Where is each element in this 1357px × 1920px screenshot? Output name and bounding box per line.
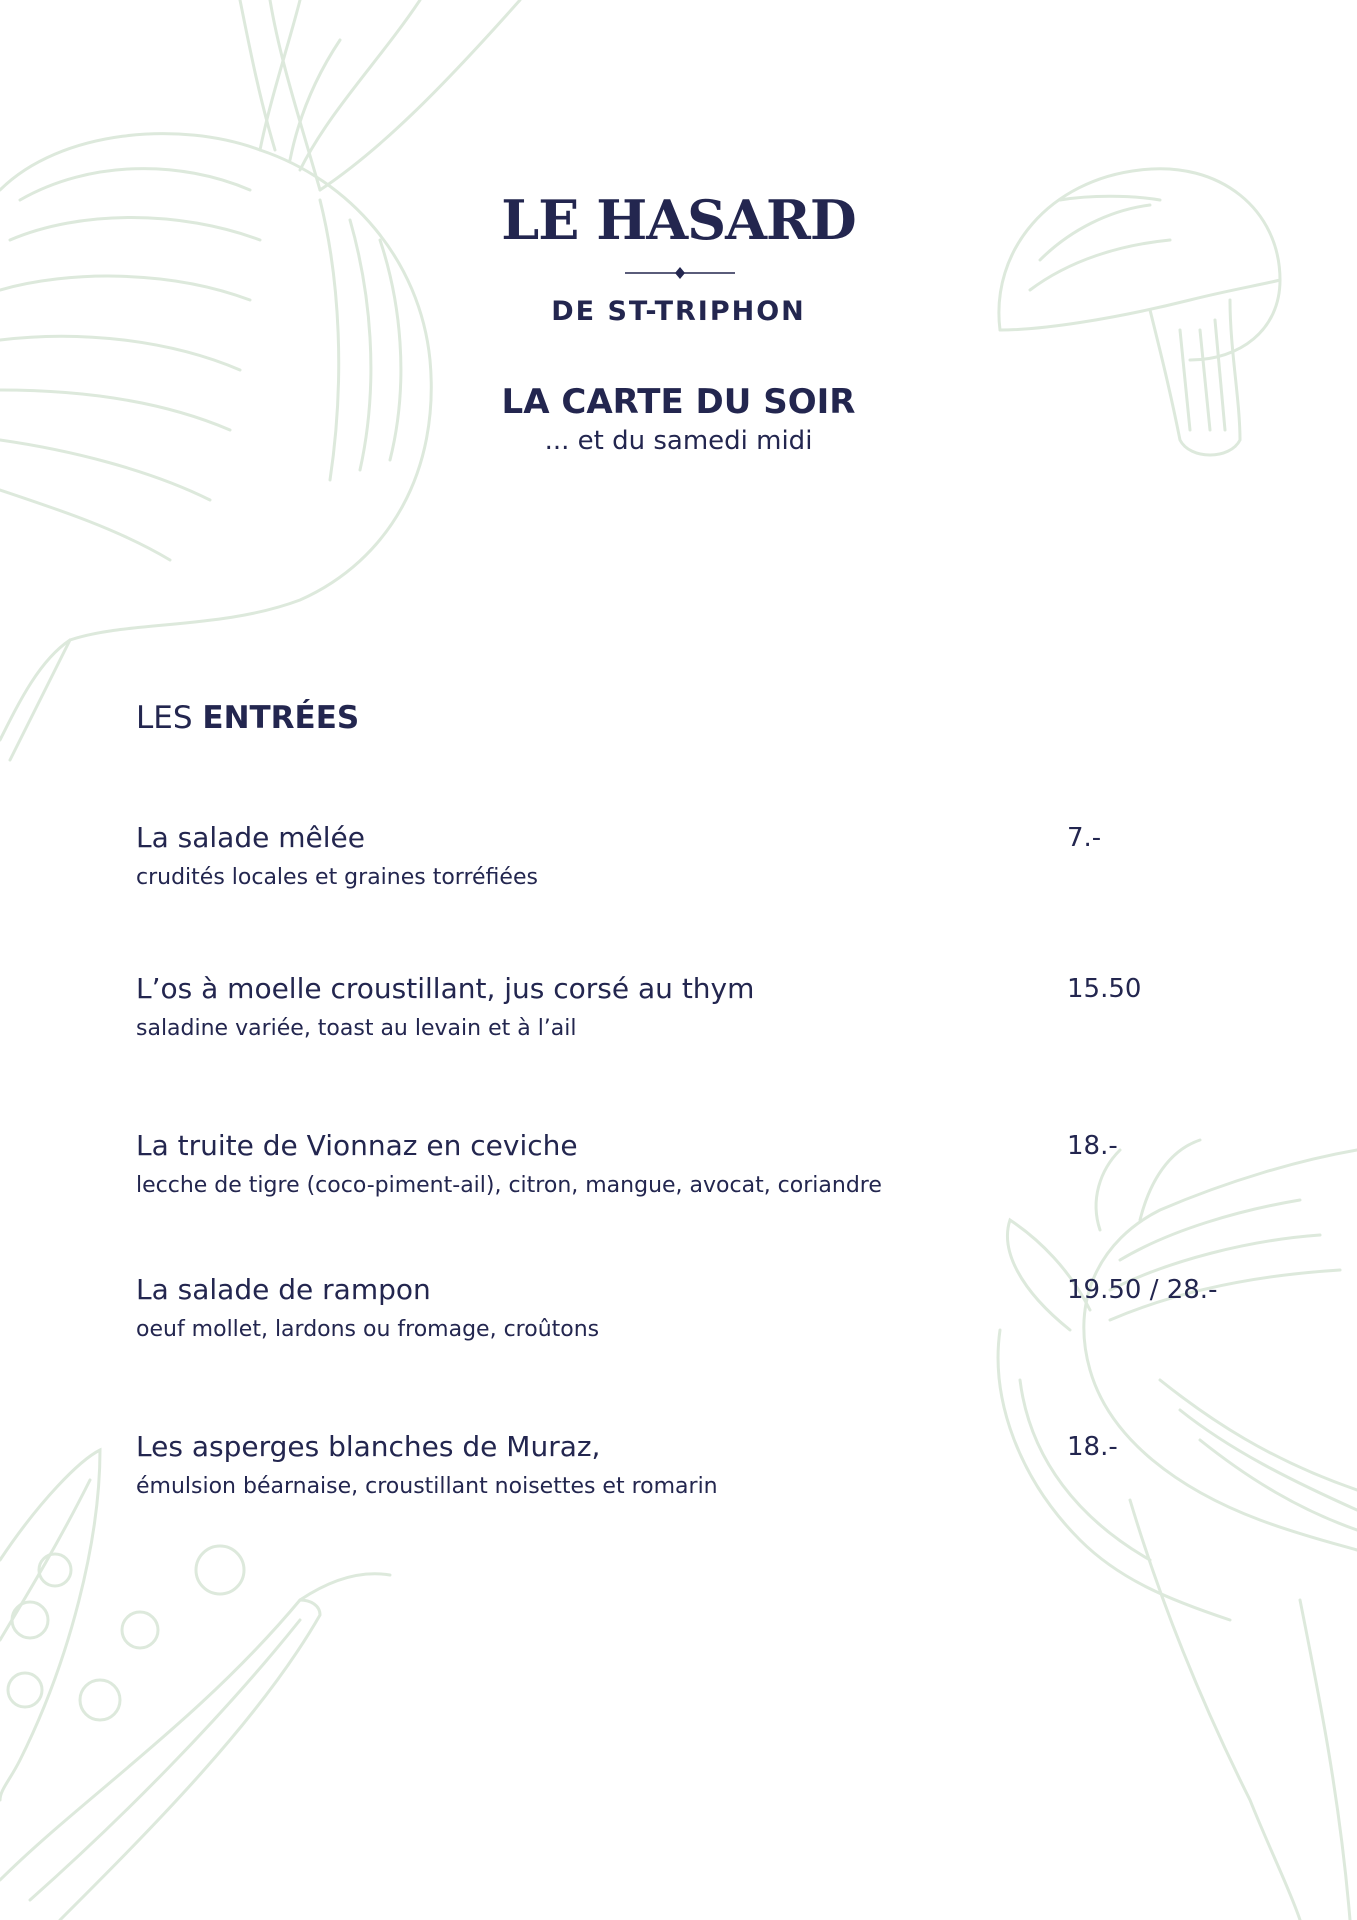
dish-price: 19.50 / 28.- [1067,1275,1218,1305]
section-heading-title: ENTRÉES [202,700,360,736]
restaurant-name: LE HASARD [501,188,856,252]
dish-description: lecche de tigre (coco-piment-ail), citron, mangue, avocat, coriandre [136,1173,882,1198]
dish-name: La salade de rampon [136,1273,431,1306]
section-heading [136,700,359,736]
dish-name: La truite de Vionnaz en ceviche [136,1129,578,1162]
dish-name: L’os à moelle croustillant, jus corsé au thym [136,972,755,1005]
dish-name: La salade mêlée [136,821,365,854]
dish-price: 18.- [1067,1131,1118,1161]
menu-subtitle: ... et du samedi midi [544,426,813,456]
menu-title: LA CARTE DU SOIR [501,382,856,422]
section-heading-prefix: LES [136,700,193,736]
dish-price: 15.50 [1067,974,1142,1004]
dish-name: Les asperges blanches de Muraz, [136,1430,601,1463]
dish-description: crudités locales et graines torréfiées [136,865,538,890]
divider-ornament [623,266,737,280]
beetroot-illustration [0,0,520,760]
dish-description: oeuf mollet, lardons ou fromage, croûtons [136,1317,600,1342]
dish-price: 18.- [1067,1432,1118,1462]
dish-price: 7.- [1067,823,1102,853]
dish-description: émulsion béarnaise, croustillant noisettes et romarin [136,1474,718,1499]
corn-illustration [998,1140,1357,1920]
peapod-illustration [0,1450,390,1920]
restaurant-location: DE ST-TRIPHON [551,296,806,327]
dish-description: saladine variée, toast au levain et à l’ail [136,1016,577,1041]
